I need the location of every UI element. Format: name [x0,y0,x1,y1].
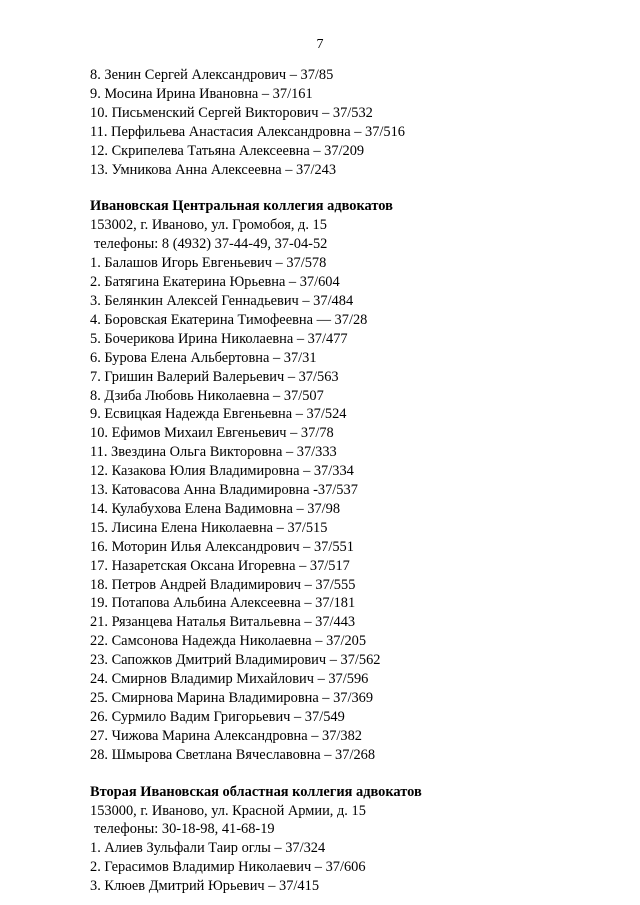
list-item: 15. Лисина Елена Николаевна – 37/515 [90,519,328,536]
list-item: 2. Батягина Екатерина Юрьевна – 37/604 [90,274,340,291]
list-item: 1. Алиев Зульфали Таир оглы – 37/324 [90,840,326,857]
list-item: 18. Петров Андрей Владимирович – 37/555 [90,576,356,593]
list-item: 12. Скрипелева Татьяна Алексеевна – 37/209 [90,142,365,159]
page-number: 7 [316,37,324,52]
list-item: 12. Казакова Юлия Владимировна – 37/334 [90,463,354,480]
section-phones: телефоны: 30-18-98, 41-68-19 [94,821,275,838]
list-item: 17. Назаретская Оксана Игоревна – 37/517 [90,557,350,574]
list-item: 13. Катовасова Анна Владимировна -37/537 [90,482,358,499]
section-ivanovo-central-bar [90,197,610,764]
list-item: 23. Сапожков Дмитрий Владимирович – 37/562 [90,652,381,669]
list-item: 13. Умникова Анна Алексеевна – 37/243 [90,161,337,178]
member-list [90,254,610,764]
section-address: 153002, г. Иваново, ул. Громобоя, д. 15 [90,217,327,234]
list-item: 8. Дзиба Любовь Николаевна – 37/507 [90,387,324,404]
list-item: 11. Перфильева Анастасия Александровна – 37/516 [90,123,406,140]
document-content [90,66,610,896]
list-item: 26. Сурмило Вадим Григорьевич – 37/549 [90,708,345,725]
list-item: 14. Кулабухова Елена Вадимовна – 37/98 [90,500,341,517]
list-item: 19. Потапова Альбина Алексеевна – 37/181 [90,595,356,612]
list-item: 24. Смирнов Владимир Михайлович – 37/596 [90,671,369,688]
section-second-ivanovo-regional-bar [90,783,610,896]
list-item: 28. Шмырова Светлана Вячеславовна – 37/268 [90,746,376,763]
list-item: 9. Есвицкая Надежда Евгеньевна – 37/524 [90,406,347,423]
list-item: 6. Бурова Елена Альбертовна – 37/31 [90,349,317,366]
list-item: 9. Мосина Ирина Ивановна – 37/161 [90,85,313,102]
section-title: Вторая Ивановская областная коллегия адвокатов [90,783,422,800]
list-item: 8. Зенин Сергей Александрович – 37/85 [90,67,334,83]
intro-list [90,66,610,179]
section-phones: телефоны: 8 (4932) 37-44-49, 37-04-52 [94,236,328,253]
list-item: 11. Звездина Ольга Викторовна – 37/333 [90,444,337,461]
list-item: 1. Балашов Игорь Евгеньевич – 37/578 [90,255,327,272]
list-item: 21. Рязанцева Наталья Витальевна – 37/443 [90,614,356,631]
list-item: 27. Чижова Марина Александровна – 37/382 [90,727,362,744]
list-item: 4. Боровская Екатерина Тимофеевна — 37/28 [90,311,368,328]
list-item: 16. Моторин Илья Александрович – 37/551 [90,538,354,555]
list-item: 2. Герасимов Владимир Николаевич – 37/606 [90,859,366,876]
list-item: 22. Самсонова Надежда Николаевна – 37/205 [90,633,367,650]
list-item: 3. Клюев Дмитрий Юрьевич – 37/415 [90,878,320,895]
list-item: 10. Ефимов Михаил Евгеньевич – 37/78 [90,425,334,442]
list-item: 5. Бочерикова Ирина Николаевна – 37/477 [90,330,348,347]
list-item: 3. Белянкин Алексей Геннадьевич – 37/484 [90,292,354,309]
section-address: 153000, г. Иваново, ул. Красной Армии, д. 15 [90,802,366,819]
list-item: 10. Письменский Сергей Викторович – 37/532 [90,104,373,121]
section-title: Ивановская Центральная коллегия адвокатов [90,198,393,215]
list-item: 7. Гришин Валерий Валерьевич – 37/563 [90,368,339,385]
list-item: 25. Смирнова Марина Владимировна – 37/369 [90,690,374,706]
member-list [90,839,610,896]
